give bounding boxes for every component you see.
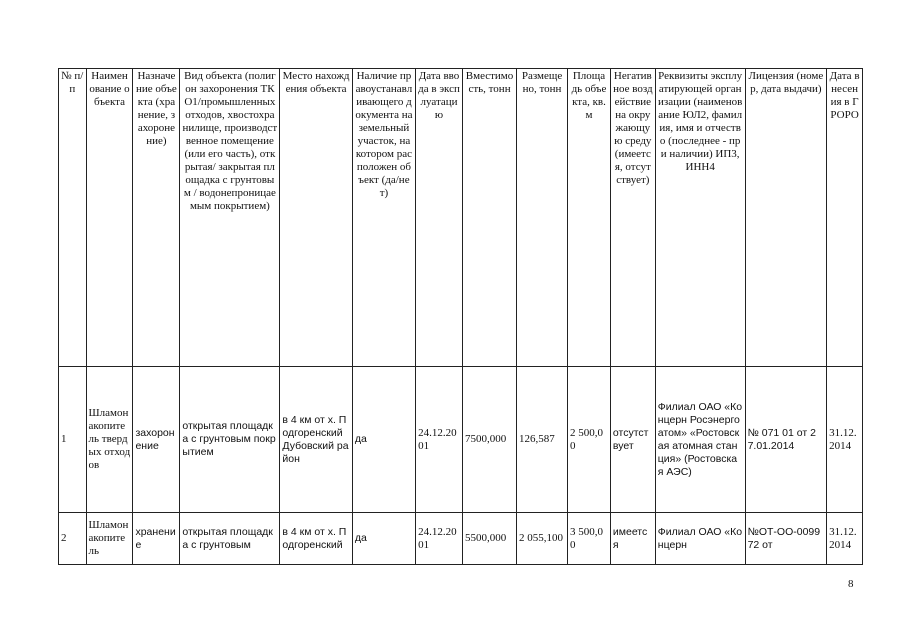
- row-placed: 126,587: [517, 367, 568, 513]
- header-cell-area: Площадь объекта, кв. м: [568, 69, 611, 367]
- header-cell-license: Лицензия (номер, дата выдачи): [745, 69, 827, 367]
- row-number: 1: [59, 367, 87, 513]
- row-type: открытая площадка с грунтовым: [180, 513, 280, 565]
- header-cell-grogo-date: Дата внесения в ГРОРО: [827, 69, 863, 367]
- header-cell-operator: Реквизиты эксплуатирующей организации (наименование ЮЛ2, фамилия, имя и отчество (последнее - при наличии) ИП3, ИНН4: [655, 69, 745, 367]
- row-capacity: 5500,000: [462, 513, 516, 565]
- row-license: № 071 01 от 27.01.2014: [745, 367, 827, 513]
- table-row: [59, 513, 863, 565]
- row-name: Шламонакопитель: [86, 513, 133, 565]
- header-cell-commissioning-date: Дата ввода в эксплуатацию: [416, 69, 463, 367]
- row-grogo-date: 31.12.2014: [827, 513, 863, 565]
- row-purpose: хранение: [133, 513, 180, 565]
- header-cell-land-document: Наличие правоустанавливающего документа на земельный участок, на котором расположен объект (да/нет): [352, 69, 415, 367]
- row-impact: отсутствует: [610, 367, 655, 513]
- header-cell-type: Вид объекта (полигон захоронения ТКО1/промышленных отходов, хвостохранилище, производственное помещение (или его часть), открытая/ закрытая площадка с грунтовым / водонепроницаемым покрытием): [180, 69, 280, 367]
- header-cell-capacity: Вместимость, тонн: [462, 69, 516, 367]
- header-cell-impact: Негативное воздействие на окружающую среду (имеется, отсутствует): [610, 69, 655, 367]
- waste-facility-registry-table: [58, 68, 863, 565]
- row-commissioning-date: 24.12.2001: [416, 513, 463, 565]
- header-cell-purpose: Назначение объекта (хранение, захоронение): [133, 69, 180, 367]
- header-cell-name: Наименование объекта: [86, 69, 133, 367]
- header-cell-location: Место нахождения объекта: [280, 69, 352, 367]
- row-license: №ОТ-ОО-009972 от: [745, 513, 827, 565]
- row-area: 2 500,00: [568, 367, 611, 513]
- row-impact: имеется: [610, 513, 655, 565]
- row-location: в 4 км от х. Подгоренский Дубовский район: [280, 367, 352, 513]
- row-commissioning-date: 24.12.2001: [416, 367, 463, 513]
- row-operator: Филиал ОАО «Концерн Росэнергоатом» «Ростовская атомная станция» (Ростовская АЭС): [655, 367, 745, 513]
- row-location: в 4 км от х. Подгоренский: [280, 513, 352, 565]
- row-operator: Филиал ОАО «Концерн: [655, 513, 745, 565]
- row-name: Шламонакопитель твердых отходов: [86, 367, 133, 513]
- row-placed: 2 055,100: [517, 513, 568, 565]
- row-purpose: захоронение: [133, 367, 180, 513]
- row-type: открытая площадка с грунтовым покрытием: [180, 367, 280, 513]
- row-grogo-date: 31.12.2014: [827, 367, 863, 513]
- row-land-document: да: [352, 513, 415, 565]
- header-cell-number: № п/п: [59, 69, 87, 367]
- header-row: [59, 69, 863, 367]
- row-area: 3 500,00: [568, 513, 611, 565]
- row-capacity: 7500,000: [462, 367, 516, 513]
- row-land-document: да: [352, 367, 415, 513]
- header-cell-placed: Размещено, тонн: [517, 69, 568, 367]
- page-number: 8: [848, 578, 854, 590]
- row-number: 2: [59, 513, 87, 565]
- table-row: [59, 367, 863, 513]
